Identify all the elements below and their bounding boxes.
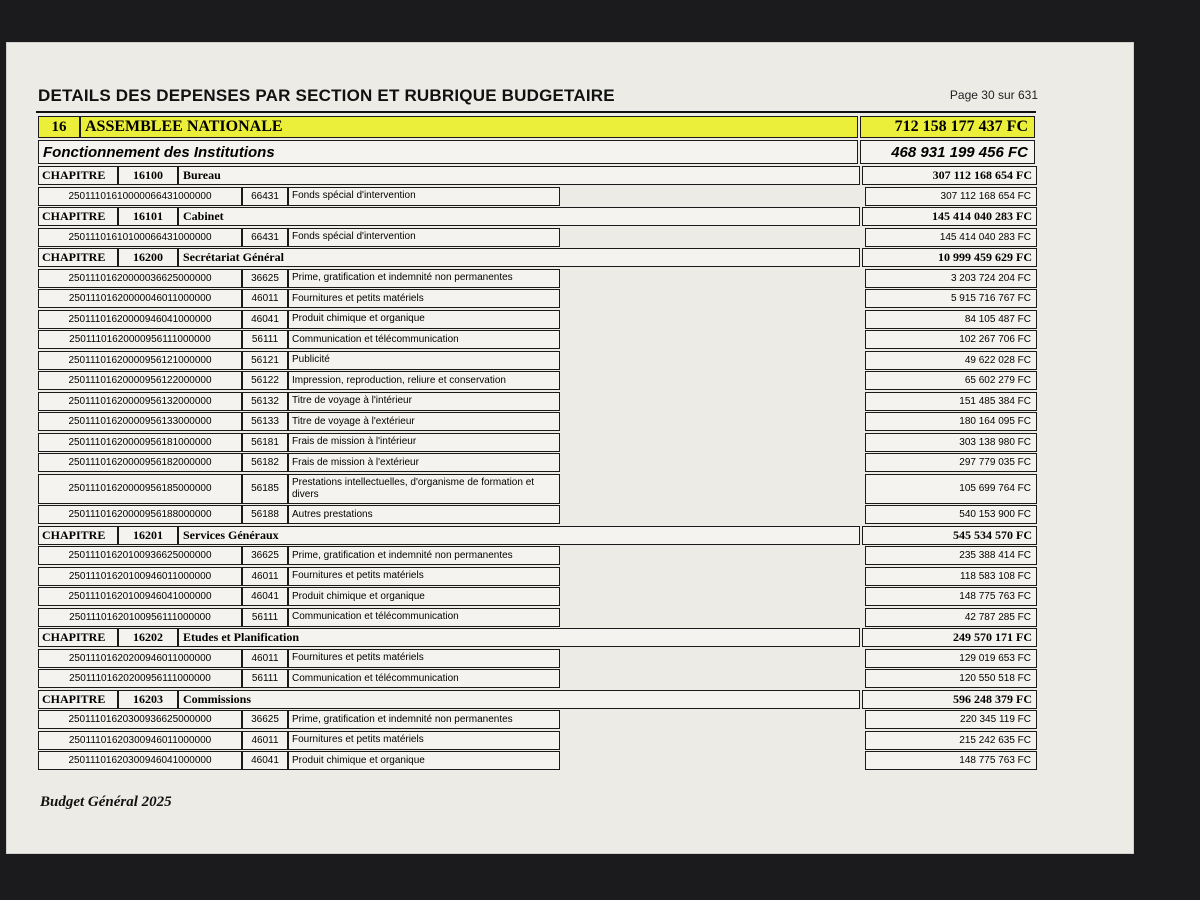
budget-line-code: 25011101620300946011000000	[38, 731, 242, 750]
page-header	[38, 86, 1038, 110]
article-code: 56132	[242, 392, 288, 411]
line-amount: 84 105 487 FC	[865, 310, 1037, 329]
section-total: 712 158 177 437 FC	[860, 116, 1035, 138]
budget-line-code: 25011101620000956111000000	[38, 330, 242, 349]
article-label: Produit chimique et organique	[288, 310, 560, 329]
budget-line-code: 25011101620000946041000000	[38, 310, 242, 329]
chapter-label: CHAPITRE	[38, 248, 118, 267]
line-amount: 215 242 635 FC	[865, 731, 1037, 750]
fonctionnement-label: Fonctionnement des Institutions	[38, 140, 858, 164]
budget-line-code: 25011101610000066431000000	[38, 187, 242, 206]
article-code: 46011	[242, 289, 288, 308]
line-amount: 235 388 414 FC	[865, 546, 1037, 565]
chapter-code: 16201	[118, 526, 178, 545]
article-code: 46011	[242, 567, 288, 586]
line-amount: 297 779 035 FC	[865, 453, 1037, 472]
line-amount: 129 019 653 FC	[865, 649, 1037, 668]
budget-line-code: 25011101620000036625000000	[38, 269, 242, 288]
chapter-label: CHAPITRE	[38, 207, 118, 226]
budget-line-code: 25011101620100946011000000	[38, 567, 242, 586]
article-code: 66431	[242, 228, 288, 247]
line-amount: 145 414 040 283 FC	[865, 228, 1037, 247]
article-label: Frais de mission à l'extérieur	[288, 453, 560, 472]
budget-line-code: 25011101620000956185000000	[38, 474, 242, 504]
chapter-code: 16101	[118, 207, 178, 226]
section-name: ASSEMBLEE NATIONALE	[80, 116, 858, 138]
chapter-code: 16200	[118, 248, 178, 267]
article-label: Fournitures et petits matériels	[288, 731, 560, 750]
article-code: 56111	[242, 608, 288, 627]
article-code: 56111	[242, 669, 288, 688]
chapter-total: 10 999 459 629 FC	[862, 248, 1037, 267]
chapter-name: Services Généraux	[178, 526, 860, 545]
line-amount: 118 583 108 FC	[865, 567, 1037, 586]
line-amount: 180 164 095 FC	[865, 412, 1037, 431]
article-label: Publicité	[288, 351, 560, 370]
chapter-name: Etudes et Planification	[178, 628, 860, 647]
chapter-label: CHAPITRE	[38, 628, 118, 647]
budget-line-code: 25011101620000956133000000	[38, 412, 242, 431]
budget-line-code: 25011101620100956111000000	[38, 608, 242, 627]
budget-line-code: 25011101620200946011000000	[38, 649, 242, 668]
article-label: Communication et télécommunication	[288, 330, 560, 349]
chapter-code: 16203	[118, 690, 178, 709]
article-label: Produit chimique et organique	[288, 751, 560, 770]
budget-line-code: 25011101620200956111000000	[38, 669, 242, 688]
article-code: 46011	[242, 649, 288, 668]
line-amount: 65 602 279 FC	[865, 371, 1037, 390]
article-code: 56185	[242, 474, 288, 504]
chapter-name: Bureau	[178, 166, 860, 185]
chapter-total: 307 112 168 654 FC	[862, 166, 1037, 185]
chapter-name: Commissions	[178, 690, 860, 709]
article-label: Communication et télécommunication	[288, 669, 560, 688]
article-label: Fournitures et petits matériels	[288, 567, 560, 586]
budget-line-code: 25011101620000956188000000	[38, 505, 242, 524]
article-code: 46041	[242, 587, 288, 606]
budget-line-code: 25011101620000956181000000	[38, 433, 242, 452]
header-rule	[36, 111, 1036, 113]
chapter-label: CHAPITRE	[38, 166, 118, 185]
article-label: Titre de voyage à l'intérieur	[288, 392, 560, 411]
budget-line-code: 25011101620000956121000000	[38, 351, 242, 370]
footer-budget-label: Budget Général 2025	[40, 794, 172, 810]
article-label: Impression, reproduction, reliure et conservation	[288, 371, 560, 390]
budget-line-code: 25011101620100946041000000	[38, 587, 242, 606]
budget-line-code: 25011101610100066431000000	[38, 228, 242, 247]
budget-line-code: 25011101620000956122000000	[38, 371, 242, 390]
article-label: Produit chimique et organique	[288, 587, 560, 606]
article-label: Fonds spécial d'intervention	[288, 187, 560, 206]
page-number: Page 30 sur 631	[949, 88, 1038, 102]
article-label: Autres prestations	[288, 505, 560, 524]
line-amount: 540 153 900 FC	[865, 505, 1037, 524]
chapter-code: 16100	[118, 166, 178, 185]
article-code: 56181	[242, 433, 288, 452]
article-code: 46041	[242, 751, 288, 770]
chapter-total: 249 570 171 FC	[862, 628, 1037, 647]
article-code: 66431	[242, 187, 288, 206]
document-title: DETAILS DES DEPENSES PAR SECTION ET RUBRIQUE BUDGETAIRE	[38, 86, 615, 105]
chapter-total: 596 248 379 FC	[862, 690, 1037, 709]
article-label: Fournitures et petits matériels	[288, 289, 560, 308]
chapter-total: 545 534 570 FC	[862, 526, 1037, 545]
article-label: Fonds spécial d'intervention	[288, 228, 560, 247]
article-code: 56188	[242, 505, 288, 524]
chapter-name: Secrétariat Général	[178, 248, 860, 267]
line-amount: 148 775 763 FC	[865, 587, 1037, 606]
budget-line-code: 25011101620000956182000000	[38, 453, 242, 472]
article-code: 56111	[242, 330, 288, 349]
chapter-code: 16202	[118, 628, 178, 647]
article-code: 36625	[242, 546, 288, 565]
article-label: Frais de mission à l'intérieur	[288, 433, 560, 452]
line-amount: 3 203 724 204 FC	[865, 269, 1037, 288]
article-code: 46011	[242, 731, 288, 750]
article-label: Communication et télécommunication	[288, 608, 560, 627]
section-number: 16	[38, 116, 80, 138]
chapter-label: CHAPITRE	[38, 526, 118, 545]
chapter-label: CHAPITRE	[38, 690, 118, 709]
line-amount: 148 775 763 FC	[865, 751, 1037, 770]
article-code: 56121	[242, 351, 288, 370]
line-amount: 42 787 285 FC	[865, 608, 1037, 627]
line-amount: 102 267 706 FC	[865, 330, 1037, 349]
chapter-total: 145 414 040 283 FC	[862, 207, 1037, 226]
article-code: 56133	[242, 412, 288, 431]
chapter-name: Cabinet	[178, 207, 860, 226]
article-code: 56182	[242, 453, 288, 472]
budget-line-code: 25011101620100936625000000	[38, 546, 242, 565]
article-code: 36625	[242, 710, 288, 729]
line-amount: 120 550 518 FC	[865, 669, 1037, 688]
article-label: Prestations intellectuelles, d'organisme de formation et divers	[288, 474, 560, 504]
article-label: Titre de voyage à l'extérieur	[288, 412, 560, 431]
budget-line-code: 25011101620300946041000000	[38, 751, 242, 770]
line-amount: 220 345 119 FC	[865, 710, 1037, 729]
line-amount: 151 485 384 FC	[865, 392, 1037, 411]
article-label: Prime, gratification et indemnité non permanentes	[288, 546, 560, 565]
article-label: Prime, gratification et indemnité non permanentes	[288, 710, 560, 729]
line-amount: 307 112 168 654 FC	[865, 187, 1037, 206]
budget-line-code: 25011101620300936625000000	[38, 710, 242, 729]
budget-line-code: 25011101620000956132000000	[38, 392, 242, 411]
line-amount: 49 622 028 FC	[865, 351, 1037, 370]
budget-line-code: 25011101620000046011000000	[38, 289, 242, 308]
fonctionnement-total: 468 931 199 456 FC	[860, 140, 1035, 164]
article-code: 46041	[242, 310, 288, 329]
line-amount: 105 699 764 FC	[865, 474, 1037, 504]
line-amount: 303 138 980 FC	[865, 433, 1037, 452]
article-code: 36625	[242, 269, 288, 288]
article-code: 56122	[242, 371, 288, 390]
article-label: Fournitures et petits matériels	[288, 649, 560, 668]
line-amount: 5 915 716 767 FC	[865, 289, 1037, 308]
article-label: Prime, gratification et indemnité non permanentes	[288, 269, 560, 288]
